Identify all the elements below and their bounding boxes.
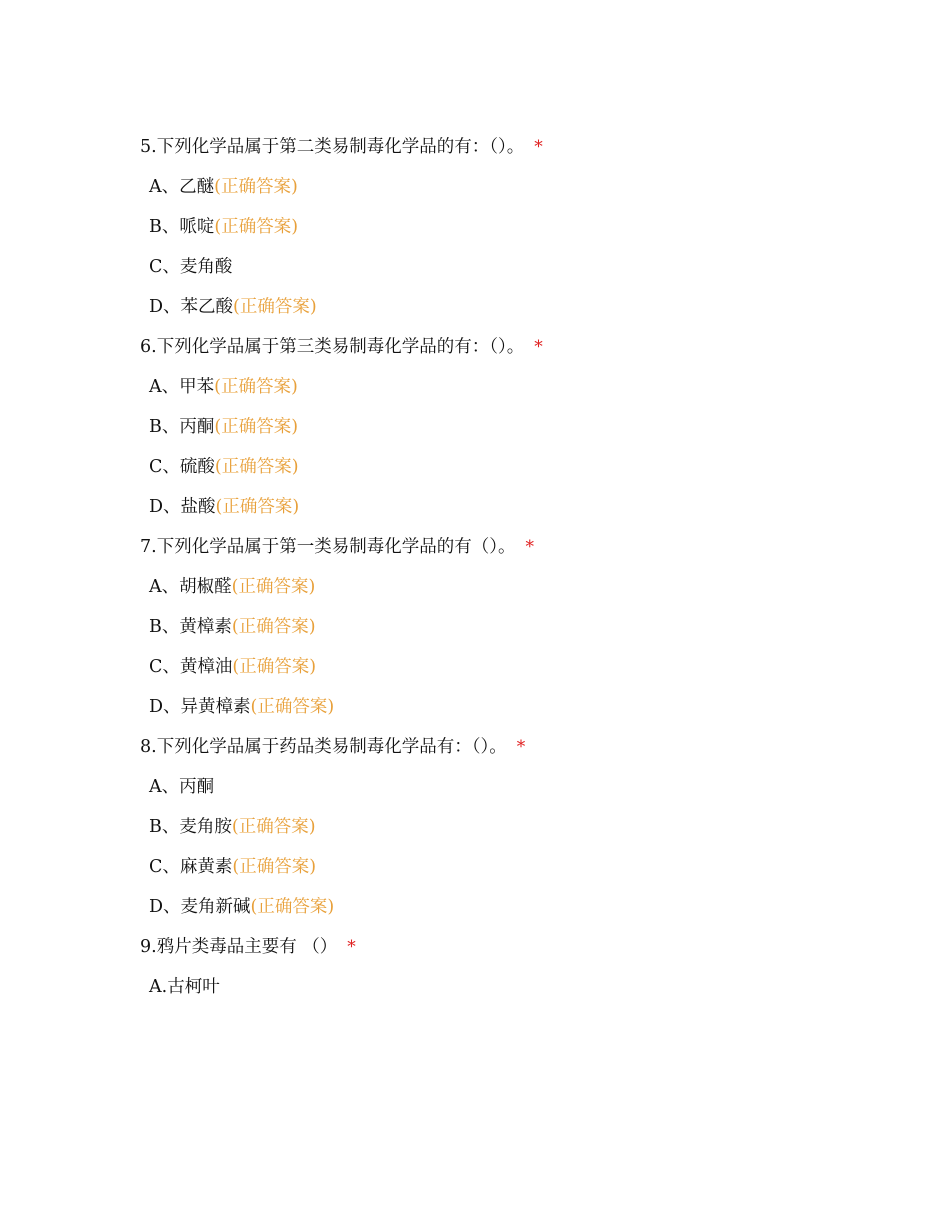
question-text: 8.下列化学品属于药品类易制毒化学品有：（）。 xyxy=(140,737,507,757)
option-a[interactable] xyxy=(149,974,950,1000)
question-9 xyxy=(140,934,950,1000)
option-c[interactable] xyxy=(149,454,950,480)
option-list xyxy=(149,774,950,920)
question-title xyxy=(140,534,950,560)
correct-answer-tag: (正确答案) xyxy=(214,417,299,437)
required-mark: * xyxy=(347,937,356,957)
option-text: D、异黄樟素 xyxy=(149,697,251,717)
question-title xyxy=(140,334,950,360)
option-text: A、丙酮 xyxy=(149,777,215,797)
option-b[interactable] xyxy=(149,414,950,440)
option-b[interactable] xyxy=(149,814,950,840)
required-mark: * xyxy=(516,737,526,757)
correct-answer-tag: (正确答案) xyxy=(214,377,298,397)
option-list xyxy=(149,574,950,720)
option-c[interactable] xyxy=(149,854,950,880)
option-c[interactable] xyxy=(149,254,950,280)
question-text: 7.下列化学品属于第一类易制毒化学品的有（）。 xyxy=(140,537,516,557)
option-d[interactable] xyxy=(149,694,950,720)
option-text: B、黄樟素 xyxy=(149,617,232,637)
correct-answer-tag: (正确答案) xyxy=(231,577,316,597)
correct-answer-tag: (正确答案) xyxy=(214,177,298,197)
correct-answer-tag: (正确答案) xyxy=(250,897,335,917)
question-text: 9.鸦片类毒品主要有 （） xyxy=(140,937,338,957)
option-b[interactable] xyxy=(149,614,950,640)
correct-answer-tag: (正确答案) xyxy=(214,457,299,477)
option-text: C、黄樟油 xyxy=(149,657,233,677)
option-list xyxy=(149,174,950,320)
option-a[interactable] xyxy=(149,574,950,600)
option-text: D、盐酸 xyxy=(149,497,216,517)
question-text: 6.下列化学品属于第三类易制毒化学品的有：（）。 xyxy=(140,337,525,357)
option-text: A.古柯叶 xyxy=(149,977,220,997)
correct-answer-tag: (正确答案) xyxy=(250,697,335,717)
question-6 xyxy=(140,334,950,520)
correct-answer-tag: (正确答案) xyxy=(215,497,300,517)
option-list xyxy=(149,374,950,520)
question-text: 5.下列化学品属于第二类易制毒化学品的有：（）。 xyxy=(140,137,525,157)
option-a[interactable] xyxy=(149,774,950,800)
correct-answer-tag: (正确答案) xyxy=(232,657,317,677)
option-text: A、胡椒醛 xyxy=(149,577,232,597)
required-mark: * xyxy=(534,337,543,357)
correct-answer-tag: (正确答案) xyxy=(231,617,316,637)
option-text: C、麦角酸 xyxy=(149,257,233,277)
question-title xyxy=(140,134,950,160)
question-5 xyxy=(140,134,950,320)
correct-answer-tag: (正确答案) xyxy=(233,297,317,317)
option-b[interactable] xyxy=(149,214,950,240)
correct-answer-tag: (正确答案) xyxy=(214,217,299,237)
option-text: D、麦角新碱 xyxy=(149,897,251,917)
option-d[interactable] xyxy=(149,894,950,920)
option-text: B、丙酮 xyxy=(149,417,215,437)
option-text: C、硫酸 xyxy=(149,457,215,477)
question-title xyxy=(140,934,950,960)
option-c[interactable] xyxy=(149,654,950,680)
option-text: B、麦角胺 xyxy=(149,817,232,837)
option-d[interactable] xyxy=(149,294,950,320)
question-title xyxy=(140,734,950,760)
option-a[interactable] xyxy=(149,374,950,400)
option-text: C、麻黄素 xyxy=(149,857,233,877)
question-7 xyxy=(140,534,950,720)
option-text: A、甲苯 xyxy=(149,377,215,397)
option-list xyxy=(149,974,950,1000)
option-d[interactable] xyxy=(149,494,950,520)
correct-answer-tag: (正确答案) xyxy=(231,817,316,837)
required-mark: * xyxy=(525,537,534,557)
option-text: A、乙醚 xyxy=(149,177,215,197)
option-a[interactable] xyxy=(149,174,950,200)
question-8 xyxy=(140,734,950,920)
correct-answer-tag: (正确答案) xyxy=(232,857,317,877)
required-mark: * xyxy=(534,137,543,157)
option-text: B、哌啶 xyxy=(149,217,215,237)
option-text: D、苯乙酸 xyxy=(149,297,234,317)
